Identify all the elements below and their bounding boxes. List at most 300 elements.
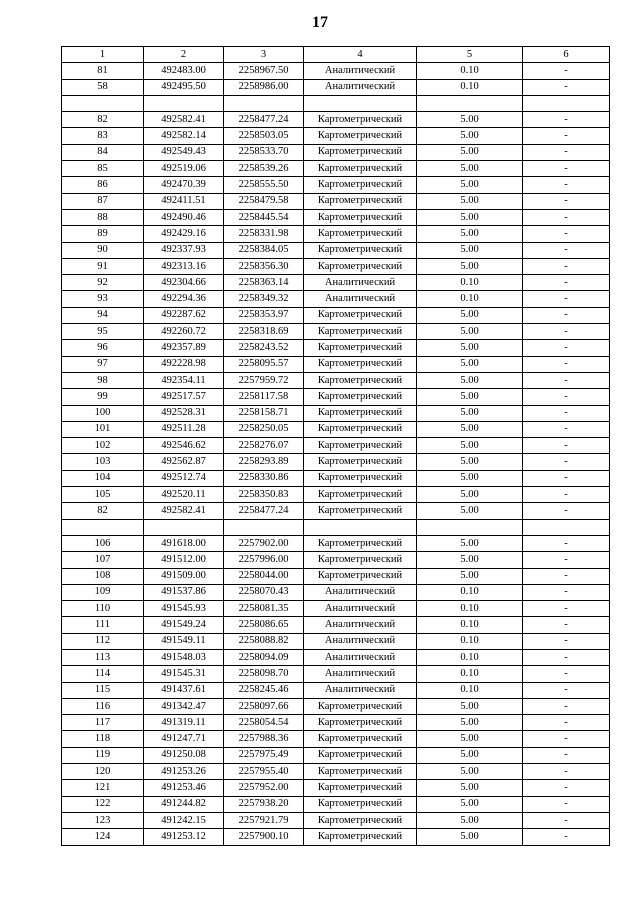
accuracy-cell: 0.10 — [417, 584, 523, 600]
y-coordinate-cell: 2258503.05 — [224, 128, 304, 144]
point-number-cell: 89 — [62, 226, 144, 242]
method-cell: Аналитический — [304, 79, 417, 95]
y-coordinate-cell: 2258095.57 — [224, 356, 304, 372]
x-coordinate-cell — [144, 519, 224, 535]
point-number-cell: 109 — [62, 584, 144, 600]
y-coordinate-cell: 2258117.58 — [224, 389, 304, 405]
note-cell: - — [523, 796, 610, 812]
accuracy-cell: 5.00 — [417, 535, 523, 551]
table-row — [62, 438, 610, 454]
accuracy-cell: 5.00 — [417, 372, 523, 388]
method-cell: Картометрический — [304, 324, 417, 340]
accuracy-cell: 5.00 — [417, 568, 523, 584]
method-cell: Картометрический — [304, 177, 417, 193]
point-number-cell: 83 — [62, 128, 144, 144]
accuracy-cell: 5.00 — [417, 112, 523, 128]
method-cell: Картометрический — [304, 568, 417, 584]
table-row — [62, 552, 610, 568]
x-coordinate-cell: 491250.08 — [144, 747, 224, 763]
note-cell — [523, 95, 610, 111]
note-cell: - — [523, 128, 610, 144]
accuracy-cell: 5.00 — [417, 780, 523, 796]
point-number-cell: 99 — [62, 389, 144, 405]
table-row — [62, 193, 610, 209]
point-number-cell: 120 — [62, 764, 144, 780]
table-row — [62, 715, 610, 731]
note-cell: - — [523, 405, 610, 421]
x-coordinate-cell: 491242.15 — [144, 812, 224, 828]
point-number-cell: 117 — [62, 715, 144, 731]
note-cell: - — [523, 275, 610, 291]
y-coordinate-cell: 2257975.49 — [224, 747, 304, 763]
note-cell: - — [523, 584, 610, 600]
accuracy-cell — [417, 519, 523, 535]
y-coordinate-cell: 2258445.54 — [224, 209, 304, 225]
table-body — [62, 63, 610, 845]
x-coordinate-cell: 492549.43 — [144, 144, 224, 160]
table-row — [62, 470, 610, 486]
accuracy-cell: 0.10 — [417, 666, 523, 682]
table-row — [62, 340, 610, 356]
accuracy-cell: 5.00 — [417, 812, 523, 828]
column-header-3: 3 — [224, 47, 304, 63]
accuracy-cell: 5.00 — [417, 307, 523, 323]
x-coordinate-cell: 492512.74 — [144, 470, 224, 486]
x-coordinate-cell: 492429.16 — [144, 226, 224, 242]
accuracy-cell: 5.00 — [417, 193, 523, 209]
note-cell: - — [523, 438, 610, 454]
point-number-cell: 88 — [62, 209, 144, 225]
column-header-4: 4 — [304, 47, 417, 63]
method-cell: Аналитический — [304, 617, 417, 633]
accuracy-cell: 5.00 — [417, 340, 523, 356]
method-cell: Картометрический — [304, 307, 417, 323]
accuracy-cell: 5.00 — [417, 747, 523, 763]
method-cell: Картометрический — [304, 796, 417, 812]
y-coordinate-cell: 2258044.00 — [224, 568, 304, 584]
table-row — [62, 63, 610, 79]
y-coordinate-cell: 2258097.66 — [224, 698, 304, 714]
table-row — [62, 128, 610, 144]
x-coordinate-cell: 492519.06 — [144, 161, 224, 177]
accuracy-cell: 0.10 — [417, 617, 523, 633]
y-coordinate-cell: 2258477.24 — [224, 503, 304, 519]
accuracy-cell: 5.00 — [417, 144, 523, 160]
table-row — [62, 161, 610, 177]
table-row — [62, 796, 610, 812]
method-cell: Картометрический — [304, 193, 417, 209]
x-coordinate-cell: 491537.86 — [144, 584, 224, 600]
method-cell: Картометрический — [304, 780, 417, 796]
method-cell: Картометрический — [304, 470, 417, 486]
note-cell: - — [523, 568, 610, 584]
note-cell: - — [523, 112, 610, 128]
note-cell: - — [523, 747, 610, 763]
method-cell: Картометрический — [304, 209, 417, 225]
y-coordinate-cell: 2258081.35 — [224, 601, 304, 617]
table-row — [62, 731, 610, 747]
x-coordinate-cell: 492313.16 — [144, 258, 224, 274]
point-number-cell: 111 — [62, 617, 144, 633]
x-coordinate-cell: 492562.87 — [144, 454, 224, 470]
note-cell: - — [523, 617, 610, 633]
point-number-cell: 114 — [62, 666, 144, 682]
method-cell: Аналитический — [304, 682, 417, 698]
note-cell: - — [523, 421, 610, 437]
point-number-cell: 107 — [62, 552, 144, 568]
accuracy-cell: 0.10 — [417, 649, 523, 665]
method-cell: Аналитический — [304, 649, 417, 665]
method-cell: Картометрический — [304, 715, 417, 731]
accuracy-cell: 5.00 — [417, 438, 523, 454]
table-row — [62, 666, 610, 682]
note-cell: - — [523, 454, 610, 470]
table-row — [62, 682, 610, 698]
method-cell: Аналитический — [304, 633, 417, 649]
y-coordinate-cell: 2258276.07 — [224, 438, 304, 454]
note-cell: - — [523, 487, 610, 503]
table-row — [62, 764, 610, 780]
point-number-cell: 103 — [62, 454, 144, 470]
y-coordinate-cell: 2258331.98 — [224, 226, 304, 242]
note-cell: - — [523, 829, 610, 845]
accuracy-cell: 5.00 — [417, 242, 523, 258]
point-number-cell: 119 — [62, 747, 144, 763]
accuracy-cell: 5.00 — [417, 470, 523, 486]
y-coordinate-cell: 2257921.79 — [224, 812, 304, 828]
x-coordinate-cell: 492582.14 — [144, 128, 224, 144]
accuracy-cell: 5.00 — [417, 161, 523, 177]
y-coordinate-cell: 2258088.82 — [224, 633, 304, 649]
note-cell: - — [523, 682, 610, 698]
method-cell — [304, 519, 417, 535]
note-cell: - — [523, 731, 610, 747]
table-row — [62, 389, 610, 405]
note-cell: - — [523, 601, 610, 617]
y-coordinate-cell: 2258349.32 — [224, 291, 304, 307]
accuracy-cell: 0.10 — [417, 275, 523, 291]
accuracy-cell: 5.00 — [417, 764, 523, 780]
x-coordinate-cell: 491247.71 — [144, 731, 224, 747]
note-cell: - — [523, 307, 610, 323]
x-coordinate-cell: 492490.46 — [144, 209, 224, 225]
table-row — [62, 291, 610, 307]
method-cell: Картометрический — [304, 731, 417, 747]
table-row — [62, 405, 610, 421]
x-coordinate-cell: 492582.41 — [144, 503, 224, 519]
note-cell: - — [523, 698, 610, 714]
column-header-1: 1 — [62, 47, 144, 63]
point-number-cell: 101 — [62, 421, 144, 437]
method-cell: Аналитический — [304, 291, 417, 307]
y-coordinate-cell: 2258098.70 — [224, 666, 304, 682]
table-row — [62, 568, 610, 584]
x-coordinate-cell: 491545.93 — [144, 601, 224, 617]
method-cell: Картометрический — [304, 128, 417, 144]
x-coordinate-cell: 491437.61 — [144, 682, 224, 698]
y-coordinate-cell — [224, 95, 304, 111]
note-cell: - — [523, 780, 610, 796]
point-number-cell: 58 — [62, 79, 144, 95]
table-row — [62, 698, 610, 714]
note-cell: - — [523, 291, 610, 307]
table-row — [62, 79, 610, 95]
method-cell: Картометрический — [304, 356, 417, 372]
table-row — [62, 812, 610, 828]
accuracy-cell: 0.10 — [417, 79, 523, 95]
y-coordinate-cell: 2258479.58 — [224, 193, 304, 209]
x-coordinate-cell: 491253.26 — [144, 764, 224, 780]
accuracy-cell: 5.00 — [417, 454, 523, 470]
note-cell: - — [523, 470, 610, 486]
method-cell: Картометрический — [304, 144, 417, 160]
point-number-cell: 116 — [62, 698, 144, 714]
note-cell: - — [523, 389, 610, 405]
y-coordinate-cell: 2257959.72 — [224, 372, 304, 388]
accuracy-cell: 5.00 — [417, 503, 523, 519]
method-cell: Картометрический — [304, 242, 417, 258]
note-cell: - — [523, 356, 610, 372]
page-number: 17 — [312, 14, 328, 31]
method-cell: Картометрический — [304, 829, 417, 845]
point-number-cell: 98 — [62, 372, 144, 388]
table-row — [62, 275, 610, 291]
y-coordinate-cell: 2257955.40 — [224, 764, 304, 780]
note-cell: - — [523, 340, 610, 356]
note-cell: - — [523, 209, 610, 225]
x-coordinate-cell: 492470.39 — [144, 177, 224, 193]
point-number-cell: 110 — [62, 601, 144, 617]
x-coordinate-cell: 492483.00 — [144, 63, 224, 79]
x-coordinate-cell: 491549.24 — [144, 617, 224, 633]
x-coordinate-cell — [144, 95, 224, 111]
y-coordinate-cell: 2258350.83 — [224, 487, 304, 503]
coordinates-table — [61, 46, 610, 846]
point-number-cell: 91 — [62, 258, 144, 274]
header-row — [62, 47, 610, 63]
accuracy-cell: 5.00 — [417, 731, 523, 747]
point-number-cell: 122 — [62, 796, 144, 812]
x-coordinate-cell: 492528.31 — [144, 405, 224, 421]
y-coordinate-cell: 2257988.36 — [224, 731, 304, 747]
point-number-cell: 124 — [62, 829, 144, 845]
accuracy-cell: 5.00 — [417, 356, 523, 372]
method-cell: Картометрический — [304, 112, 417, 128]
note-cell: - — [523, 552, 610, 568]
method-cell: Картометрический — [304, 764, 417, 780]
point-number-cell: 97 — [62, 356, 144, 372]
table-row — [62, 519, 610, 535]
method-cell: Картометрический — [304, 487, 417, 503]
method-cell: Картометрический — [304, 454, 417, 470]
x-coordinate-cell: 492411.51 — [144, 193, 224, 209]
x-coordinate-cell: 492357.89 — [144, 340, 224, 356]
y-coordinate-cell: 2257900.10 — [224, 829, 304, 845]
x-coordinate-cell: 491548.03 — [144, 649, 224, 665]
table-row — [62, 95, 610, 111]
y-coordinate-cell: 2258384.05 — [224, 242, 304, 258]
note-cell: - — [523, 193, 610, 209]
x-coordinate-cell: 492517.57 — [144, 389, 224, 405]
point-number-cell: 87 — [62, 193, 144, 209]
table-row — [62, 633, 610, 649]
point-number-cell: 82 — [62, 503, 144, 519]
note-cell: - — [523, 144, 610, 160]
point-number-cell: 81 — [62, 63, 144, 79]
x-coordinate-cell: 491253.12 — [144, 829, 224, 845]
accuracy-cell: 5.00 — [417, 226, 523, 242]
y-coordinate-cell: 2257902.00 — [224, 535, 304, 551]
note-cell: - — [523, 258, 610, 274]
table-row — [62, 454, 610, 470]
point-number-cell: 102 — [62, 438, 144, 454]
method-cell: Аналитический — [304, 584, 417, 600]
x-coordinate-cell: 492495.50 — [144, 79, 224, 95]
accuracy-cell: 5.00 — [417, 405, 523, 421]
point-number-cell — [62, 519, 144, 535]
table-row — [62, 601, 610, 617]
y-coordinate-cell: 2258353.97 — [224, 307, 304, 323]
table-row — [62, 780, 610, 796]
x-coordinate-cell: 492354.11 — [144, 372, 224, 388]
x-coordinate-cell: 492260.72 — [144, 324, 224, 340]
point-number-cell: 82 — [62, 112, 144, 128]
column-header-5: 5 — [417, 47, 523, 63]
method-cell: Аналитический — [304, 666, 417, 682]
note-cell: - — [523, 63, 610, 79]
note-cell: - — [523, 666, 610, 682]
y-coordinate-cell: 2258477.24 — [224, 112, 304, 128]
note-cell: - — [523, 633, 610, 649]
table-row — [62, 503, 610, 519]
method-cell: Картометрический — [304, 340, 417, 356]
x-coordinate-cell: 491319.11 — [144, 715, 224, 731]
accuracy-cell: 5.00 — [417, 324, 523, 340]
x-coordinate-cell: 491545.31 — [144, 666, 224, 682]
table-row — [62, 242, 610, 258]
point-number-cell: 100 — [62, 405, 144, 421]
accuracy-cell: 0.10 — [417, 633, 523, 649]
y-coordinate-cell: 2258054.54 — [224, 715, 304, 731]
accuracy-cell: 5.00 — [417, 209, 523, 225]
point-number-cell: 96 — [62, 340, 144, 356]
table-row — [62, 829, 610, 845]
point-number-cell: 86 — [62, 177, 144, 193]
y-coordinate-cell: 2258318.69 — [224, 324, 304, 340]
method-cell: Аналитический — [304, 601, 417, 617]
method-cell — [304, 95, 417, 111]
accuracy-cell: 0.10 — [417, 601, 523, 617]
method-cell: Картометрический — [304, 389, 417, 405]
note-cell: - — [523, 812, 610, 828]
point-number-cell: 112 — [62, 633, 144, 649]
table-row — [62, 112, 610, 128]
y-coordinate-cell: 2258094.09 — [224, 649, 304, 665]
column-header-2: 2 — [144, 47, 224, 63]
table-row — [62, 324, 610, 340]
x-coordinate-cell: 492582.41 — [144, 112, 224, 128]
point-number-cell: 118 — [62, 731, 144, 747]
x-coordinate-cell: 491618.00 — [144, 535, 224, 551]
note-cell: - — [523, 79, 610, 95]
method-cell: Картометрический — [304, 552, 417, 568]
point-number-cell: 92 — [62, 275, 144, 291]
table-row — [62, 144, 610, 160]
note-cell: - — [523, 324, 610, 340]
y-coordinate-cell: 2258158.71 — [224, 405, 304, 421]
note-cell: - — [523, 242, 610, 258]
note-cell: - — [523, 161, 610, 177]
point-number-cell: 93 — [62, 291, 144, 307]
table-row — [62, 649, 610, 665]
table-row — [62, 226, 610, 242]
x-coordinate-cell: 491342.47 — [144, 698, 224, 714]
table-row — [62, 307, 610, 323]
x-coordinate-cell: 492228.98 — [144, 356, 224, 372]
table-row — [62, 177, 610, 193]
note-cell: - — [523, 715, 610, 731]
x-coordinate-cell: 492287.62 — [144, 307, 224, 323]
y-coordinate-cell: 2257952.00 — [224, 780, 304, 796]
table-row — [62, 747, 610, 763]
note-cell — [523, 519, 610, 535]
method-cell: Картометрический — [304, 161, 417, 177]
y-coordinate-cell: 2258986.00 — [224, 79, 304, 95]
point-number-cell: 123 — [62, 812, 144, 828]
table-row — [62, 535, 610, 551]
method-cell: Картометрический — [304, 405, 417, 421]
x-coordinate-cell: 492304.66 — [144, 275, 224, 291]
method-cell: Картометрический — [304, 421, 417, 437]
y-coordinate-cell: 2258243.52 — [224, 340, 304, 356]
method-cell: Картометрический — [304, 503, 417, 519]
x-coordinate-cell: 492337.93 — [144, 242, 224, 258]
x-coordinate-cell: 491253.46 — [144, 780, 224, 796]
table-row — [62, 258, 610, 274]
table-header — [62, 47, 610, 63]
x-coordinate-cell: 491509.00 — [144, 568, 224, 584]
note-cell: - — [523, 649, 610, 665]
accuracy-cell: 5.00 — [417, 421, 523, 437]
point-number-cell — [62, 95, 144, 111]
accuracy-cell — [417, 95, 523, 111]
y-coordinate-cell: 2258539.26 — [224, 161, 304, 177]
table-row — [62, 584, 610, 600]
method-cell: Картометрический — [304, 372, 417, 388]
method-cell: Картометрический — [304, 747, 417, 763]
note-cell: - — [523, 372, 610, 388]
method-cell: Картометрический — [304, 438, 417, 454]
accuracy-cell: 5.00 — [417, 487, 523, 503]
method-cell: Картометрический — [304, 698, 417, 714]
x-coordinate-cell: 491549.11 — [144, 633, 224, 649]
table-row — [62, 487, 610, 503]
method-cell: Картометрический — [304, 258, 417, 274]
y-coordinate-cell: 2258250.05 — [224, 421, 304, 437]
accuracy-cell: 0.10 — [417, 682, 523, 698]
column-header-6: 6 — [523, 47, 610, 63]
y-coordinate-cell: 2257996.00 — [224, 552, 304, 568]
accuracy-cell: 5.00 — [417, 258, 523, 274]
table-row — [62, 421, 610, 437]
y-coordinate-cell: 2258086.65 — [224, 617, 304, 633]
point-number-cell: 85 — [62, 161, 144, 177]
x-coordinate-cell: 491512.00 — [144, 552, 224, 568]
y-coordinate-cell: 2258363.14 — [224, 275, 304, 291]
point-number-cell: 115 — [62, 682, 144, 698]
accuracy-cell: 0.10 — [417, 63, 523, 79]
x-coordinate-cell: 492511.28 — [144, 421, 224, 437]
